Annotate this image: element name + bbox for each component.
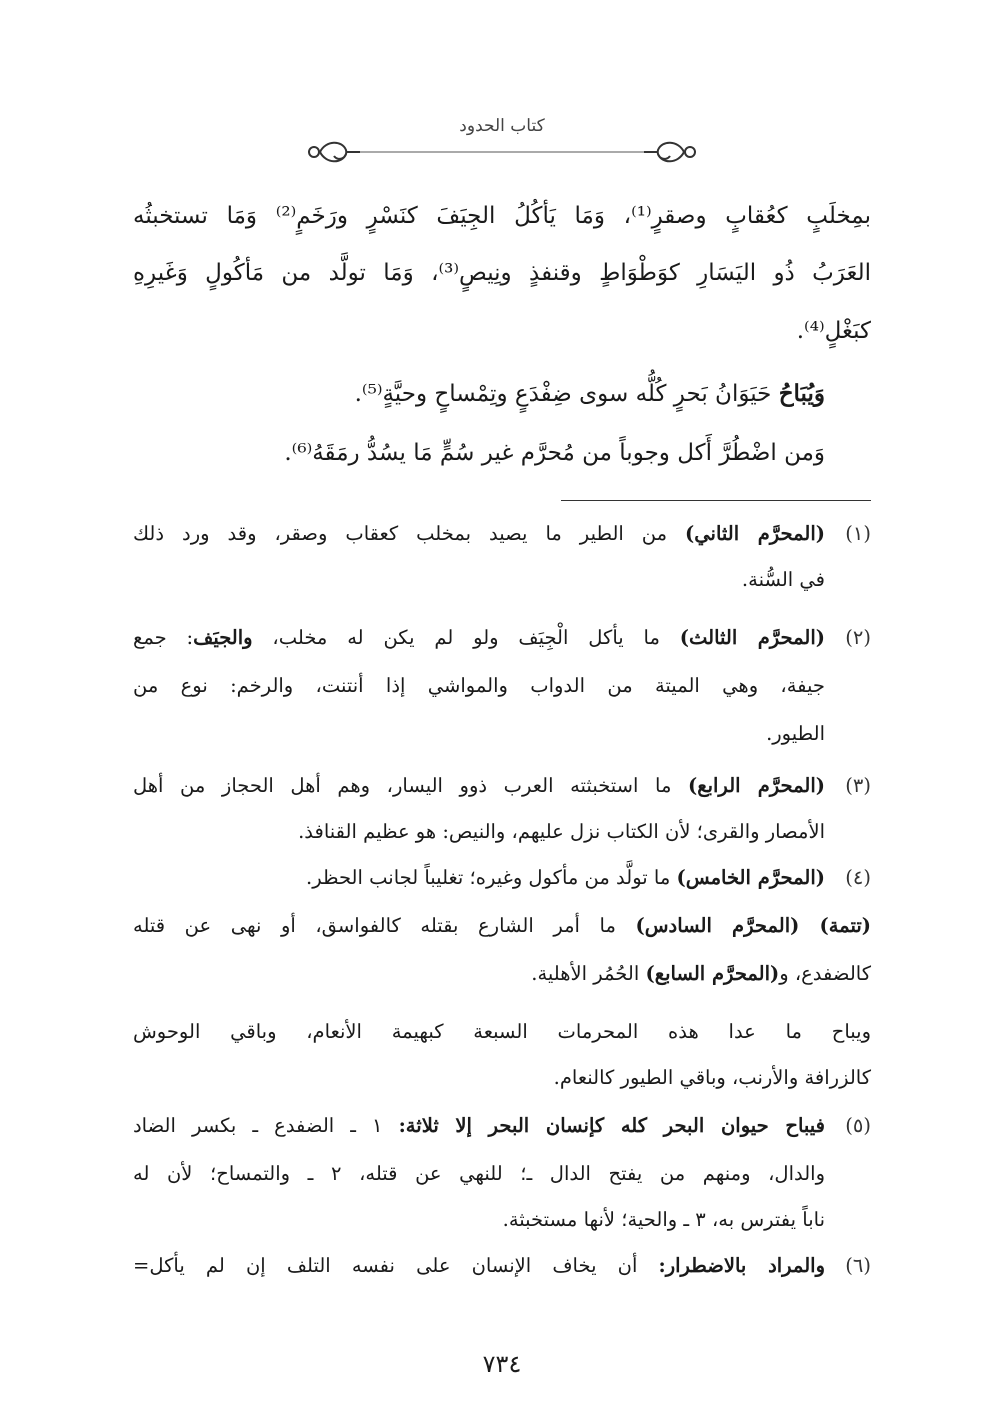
- footnote-line: كالزرافة والأرنب، وباقي الطيور كالنعام.: [553, 1066, 871, 1089]
- page-number: ٧٣٤: [482, 1350, 522, 1378]
- footnote-separator: [561, 500, 871, 501]
- footnote-line: فيباح حيوان البحر كله كإنسان البحر إلا ثلاثة: ١ ـ الضفدع ـ بكسر الضاد: [133, 1114, 825, 1137]
- footnote-line: (المحرَّم الخامس) ما تولَّد من مأكول وغيره؛ تغليباً لجانب الحظر.: [306, 866, 825, 889]
- bold-term: فيباح حيوان البحر كله كإنسان البحر إلا ثلاثة:: [398, 1114, 825, 1137]
- footnote-number: (٤): [845, 866, 871, 889]
- footnote-line: الطيور.: [766, 722, 825, 745]
- footnote-number: (١): [845, 522, 871, 545]
- footnote-line: ناباً يفترس به، ٣ ـ والحية؛ لأنها مستخبثة.: [502, 1208, 825, 1231]
- footnote-line: جيفة، وهي الميتة من الدواب والمواشي إذا أنتنت، والرخم: نوع من: [133, 674, 825, 697]
- footnote-line: (المحرَّم الثالث) ما يأكل الْجِيَف ولو لم يكن له مخلب، والجيَف: جمع: [133, 626, 826, 649]
- footnote-line: (تتمة) (المحرَّم السادس) ما أمر الشارع بقتله كالفواسق، أو نهى عن قتله: [133, 914, 871, 937]
- footnote-line: والدال، ومنهم من يفتح الدال ـ؛ للنهي عن قتله، ٢ ـ والتمساح؛ لأن له: [133, 1162, 825, 1185]
- bold-term: والمراد بالاضطرار:: [658, 1254, 825, 1277]
- footnote-line: والمراد بالاضطرار: أن يخاف الإنسان على نفسه التلف إن لم يأكل=: [133, 1254, 825, 1277]
- footnote-line: ويباح ما عدا هذه المحرمات السبعة كبهيمة الأنعام، وباقي الوحوش: [133, 1020, 871, 1043]
- footnote-number: (٢): [845, 626, 871, 649]
- bold-term: (تتمة) (المحرَّم السادس): [635, 914, 871, 937]
- running-header-title: كتاب الحدود: [459, 116, 545, 136]
- bold-term: والجيَف: [193, 626, 253, 649]
- main-paragraph-sea-animals: [355, 382, 825, 406]
- footnote-number: (٦): [845, 1254, 871, 1277]
- footnote-line: كالضفدع، و(المحرَّم السابع) الحُمُر الأهلية.: [531, 962, 871, 985]
- main-line-1: بمِخلَبٍ كعُقابٍ وصقرٍ⁽¹⁾، وَمَا يَأكُلُ الجِيَفَ كنَسْرٍ ورَخَمٍ⁽²⁾ وَمَا تستخبثُه: [133, 203, 871, 229]
- footnote-line: الأمصار والقرى؛ لأن الكتاب نزل عليهم، والنيص: هو عظيم القنافذ.: [298, 820, 825, 843]
- bold-term: (المحرَّم السابع): [645, 962, 780, 985]
- main-line-4-rest: حَيَوَانُ بَحرٍ كُلُّه سوى ضِفْدَعٍ وتِمْساحٍ وحيَّةٍ⁽⁵⁾.: [354, 381, 779, 407]
- header-ornament-icon: [300, 132, 704, 172]
- footnote-line: (المحرَّم الثاني) من الطير ما يصيد بمخلب كعقاب وصقر، وقد ورد ذلك: [133, 522, 825, 545]
- main-line-2: العَرَبُ ذُو اليَسَارِ كوَطْوَاطٍ وقنفذٍ ونِيصٍ⁽³⁾، وَمَا تولَّد من مَأكُولٍ وَغَيرِهِ: [133, 260, 871, 286]
- footnote-line: في السُّنة.: [741, 568, 825, 591]
- main-paragraph-necessity: وَمن اضْطُرَّ أَكل وجوباً من مُحرَّم غير سُمٍّ مَا يسُدُّ رمَقَهُ⁽⁶⁾.: [284, 440, 825, 466]
- footnote-number: (٥): [845, 1114, 871, 1137]
- main-line-3: كبَغْلٍ⁽⁴⁾.: [796, 318, 871, 344]
- bold-term: (المحرَّم الخامس): [676, 866, 825, 889]
- bold-term: (المحرَّم الثاني): [685, 522, 825, 545]
- bold-term: (المحرَّم الرابع): [687, 774, 825, 797]
- footnote-number: (٣): [845, 774, 871, 797]
- bold-term: وَيُبَاحُ: [778, 380, 825, 407]
- bold-term: (المحرَّم الثالث): [679, 626, 826, 649]
- footnote-line: (المحرَّم الرابع) ما استخبثته العرب ذوو اليسار، وهم أهل الحجاز من أهل: [133, 774, 825, 797]
